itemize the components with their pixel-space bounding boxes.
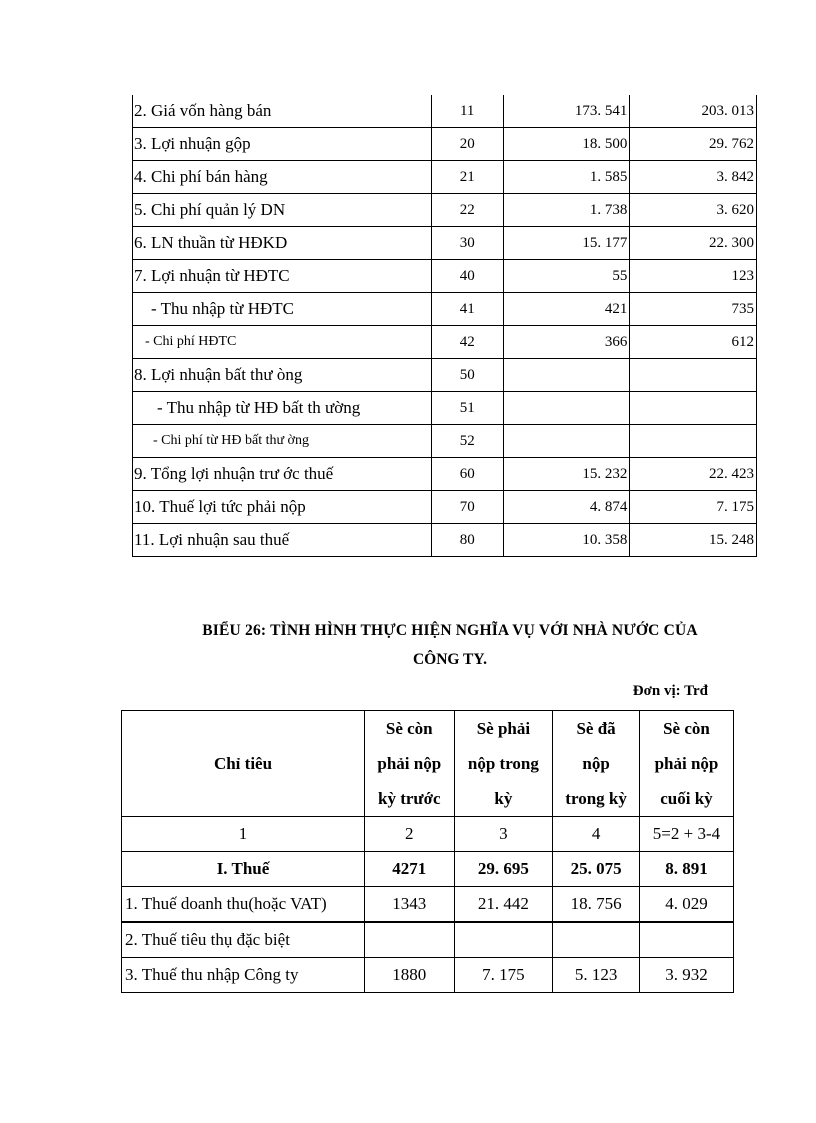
index-cell: 1 <box>122 817 365 852</box>
header-line: kỳ <box>494 789 513 808</box>
row-value-curr: 15. 248 <box>630 524 757 557</box>
header-line: phải nộp <box>654 754 719 773</box>
row-label: 2. Giá vốn hàng bán <box>133 95 432 128</box>
cell-prev-balance <box>365 922 455 958</box>
table-row <box>133 524 757 557</box>
row-label: I. Thuế <box>122 852 365 887</box>
row-code: 41 <box>431 293 503 326</box>
cell-prev-balance: 1880 <box>365 958 455 993</box>
row-value-curr: 612 <box>630 326 757 359</box>
row-value-curr: 735 <box>630 293 757 326</box>
row-code: 20 <box>431 128 503 161</box>
cell-payable: 29. 695 <box>454 852 553 887</box>
index-cell: 4 <box>553 817 640 852</box>
cell-end-balance: 4. 029 <box>639 887 733 923</box>
row-value-curr: 123 <box>630 260 757 293</box>
section-title-continued: CÔNG TY. <box>412 651 488 668</box>
table-row <box>133 392 757 425</box>
row-value-curr <box>630 392 757 425</box>
table-row <box>133 491 757 524</box>
header-prev-balance <box>365 711 455 817</box>
row-code: 40 <box>431 260 503 293</box>
row-value-prev: 10. 358 <box>503 524 630 557</box>
index-row <box>122 817 734 852</box>
row-value-prev: 4. 874 <box>503 491 630 524</box>
row-code: 80 <box>431 524 503 557</box>
row-label: - Chi phí HĐTC <box>133 326 432 359</box>
row-code: 60 <box>431 458 503 491</box>
header-line: Sè phải <box>476 719 531 738</box>
row-value-curr: 203. 013 <box>630 95 757 128</box>
header-end-balance <box>639 711 733 817</box>
table-row <box>133 458 757 491</box>
row-value-curr: 3. 842 <box>630 161 757 194</box>
section-title: BIỂU 26: TÌNH HÌNH THỰC HIỆN NGHĨA VỤ VỚI NHÀ NƯỚC CỦA <box>202 622 698 639</box>
cell-payable: 21. 442 <box>454 887 553 923</box>
index-cell: 2 <box>365 817 455 852</box>
cell-prev-balance: 4271 <box>365 852 455 887</box>
header-line: nộp <box>582 754 610 773</box>
cell-payable: 7. 175 <box>454 958 553 993</box>
row-code: 52 <box>431 425 503 458</box>
index-cell: 3 <box>454 817 553 852</box>
table-row <box>122 887 734 923</box>
row-code: 51 <box>431 392 503 425</box>
row-value-curr: 22. 423 <box>630 458 757 491</box>
header-line: Sè đã <box>576 719 616 738</box>
row-value-prev: 15. 232 <box>503 458 630 491</box>
row-value-curr: 7. 175 <box>630 491 757 524</box>
row-label: 3. Thuế thu nhập Công ty <box>122 958 365 993</box>
row-value-curr: 3. 620 <box>630 194 757 227</box>
tax-obligation-table <box>121 710 734 993</box>
header-indicator: Chỉ tiêu <box>122 711 365 817</box>
row-label: 4. Chi phí bán hàng <box>133 161 432 194</box>
header-paid <box>553 711 640 817</box>
header-row <box>122 711 734 817</box>
header-payable <box>454 711 553 817</box>
row-label: 3. Lợi nhuận gộp <box>133 128 432 161</box>
table-row <box>133 161 757 194</box>
row-code: 11 <box>431 95 503 128</box>
row-value-prev: 15. 177 <box>503 227 630 260</box>
row-code: 22 <box>431 194 503 227</box>
row-code: 30 <box>431 227 503 260</box>
header-line: phải nộp <box>377 754 442 773</box>
cell-end-balance: 3. 932 <box>639 958 733 993</box>
header-line: nộp trong <box>467 754 539 773</box>
cell-prev-balance: 1343 <box>365 887 455 923</box>
row-value-curr <box>630 359 757 392</box>
row-label: 9. Tổng lợi nhuận trư ớc thuế <box>133 458 432 491</box>
income-statement-table <box>132 95 757 557</box>
table-row <box>133 128 757 161</box>
cell-paid: 5. 123 <box>553 958 640 993</box>
row-value-prev: 421 <box>503 293 630 326</box>
row-value-curr <box>630 425 757 458</box>
row-label: 2. Thuế tiêu thụ đặc biệt <box>122 922 365 958</box>
row-code: 42 <box>431 326 503 359</box>
row-label: 7. Lợi nhuận từ HĐTC <box>133 260 432 293</box>
table-row <box>133 95 757 128</box>
table-row <box>122 922 734 958</box>
row-value-prev <box>503 359 630 392</box>
table-row <box>122 852 734 887</box>
index-cell: 5=2 + 3-4 <box>639 817 733 852</box>
cell-payable <box>454 922 553 958</box>
row-label: 10. Thuế lợi tức phải nộp <box>133 491 432 524</box>
unit-label: Đơn vị: Trđ <box>632 683 708 699</box>
row-value-curr: 22. 300 <box>630 227 757 260</box>
table-row <box>133 194 757 227</box>
cell-paid: 25. 075 <box>553 852 640 887</box>
row-value-prev <box>503 392 630 425</box>
cell-end-balance: 8. 891 <box>639 852 733 887</box>
table-row <box>133 227 757 260</box>
table-row <box>133 359 757 392</box>
row-value-prev: 1. 585 <box>503 161 630 194</box>
header-line: Sè còn <box>385 719 433 738</box>
table-row <box>133 293 757 326</box>
row-label: 6. LN thuần từ HĐKD <box>133 227 432 260</box>
cell-paid <box>553 922 640 958</box>
table-row <box>122 958 734 993</box>
row-code: 50 <box>431 359 503 392</box>
table-row <box>133 260 757 293</box>
row-label: - Thu nhập từ HĐTC <box>133 293 432 326</box>
table-row <box>133 425 757 458</box>
row-value-prev <box>503 425 630 458</box>
row-code: 70 <box>431 491 503 524</box>
row-label: - Chi phí từ HĐ bất thư ờng <box>133 425 432 458</box>
row-label: 8. Lợi nhuận bất thư òng <box>133 359 432 392</box>
header-line: cuối kỳ <box>660 789 713 808</box>
cell-end-balance <box>639 922 733 958</box>
row-label: 11. Lợi nhuận sau thuế <box>133 524 432 557</box>
row-value-prev: 366 <box>503 326 630 359</box>
header-line: Sè còn <box>663 719 710 738</box>
row-label: 1. Thuế doanh thu(hoặc VAT) <box>122 887 365 923</box>
row-label: 5. Chi phí quản lý DN <box>133 194 432 227</box>
row-value-prev: 55 <box>503 260 630 293</box>
row-label: - Thu nhập từ HĐ bất th ường <box>133 392 432 425</box>
row-code: 21 <box>431 161 503 194</box>
header-line: trong kỳ <box>565 789 627 808</box>
table-row <box>133 326 757 359</box>
row-value-curr: 29. 762 <box>630 128 757 161</box>
header-line: kỳ trước <box>377 789 441 808</box>
row-value-prev: 173. 541 <box>503 95 630 128</box>
cell-paid: 18. 756 <box>553 887 640 923</box>
row-value-prev: 1. 738 <box>503 194 630 227</box>
row-value-prev: 18. 500 <box>503 128 630 161</box>
